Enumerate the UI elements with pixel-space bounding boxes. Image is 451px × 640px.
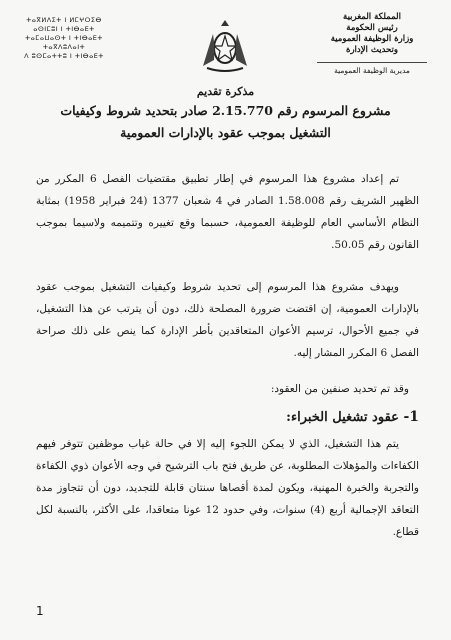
header-line-3: وزارة الوظيفة العمومية	[330, 34, 414, 44]
amazigh-line-3: ⵜⴰⵎⴰⵡⴰⵙⵜ ⵏ ⵜⵏⴱⴰⴹⵜ ⵜⴰⴳⴷⵓⴷⴰⵏⵜ	[25, 34, 103, 51]
amazigh-line-2: ⴰⵙⵏⵎⵓⵏ ⵏ ⵜⵏⴱⴰⴹⵜ	[33, 25, 95, 33]
amazigh-line-1: ⵜⴰⴳⵍⴷⵉⵜ ⵏ ⵍⵎⵖⵔⵉⴱ	[26, 16, 102, 24]
amazigh-line-4: ⴷ ⵓⵙⵎⴰⵜⵜⵓ ⵏ ⵜⵏⴱⴰⴹⵜ	[24, 52, 104, 60]
document-type: مذكرة تقديم	[196, 85, 255, 98]
section-number: 1-	[403, 409, 419, 425]
section-heading	[36, 406, 419, 429]
paragraph-3: يتم هذا التشغيل، الذي لا يمكن اللجوء إليه إلا في حالة غياب موظفين تتوفر فيهم الكفاءات والمؤهلات المطلوبة، عن طريق فتح باب الترشيح في وجه الأعوان ذوي الكفاءة والتجربة والخبرة المهنية، ويكون لمدة أقصاها سنتان قابلة للتجديد، دون أن تتجاوز مدة التعاقد الإجمالية أربع (4) سنوات، وفي حدود 12 عونا متعاقدا، على الأكثر، بالنسبة لكل قطاع.	[36, 438, 419, 538]
header-line-4: وتحديث الإدارة	[345, 45, 398, 55]
directorate-label: مديرية الوظيفة العمومية	[317, 62, 427, 76]
ministry-header	[317, 12, 427, 76]
section-title: عقود تشغيل الخبراء:	[286, 410, 399, 425]
page-number: 1	[36, 604, 44, 618]
document-title-line-1: مشروع المرسوم رقم 2.15.770 صادر بتحديد شروط وكيفيات	[60, 103, 391, 118]
amazigh-header	[18, 16, 110, 61]
title-block	[30, 84, 421, 144]
header-line-1: المملكة المغربية	[343, 12, 401, 22]
header-line-2: رئيس الحكومة	[346, 23, 398, 33]
paragraph-1: تم إعداد مشروع هذا المرسوم في إطار تطبيق مقتضيات الفصل 6 المكرر من الظهير الشريف رقم 1.58.008 الصادر في 4 شعبان 1377 (24 فبراير 1958) بمثابة النظام الأساسي العام للوظيفة العمومية، حسبما وقع تغييره وتتميمه ولاسيما بموجب القانون رقم 50.05.	[36, 173, 420, 251]
document-title-line-2: التشغيل بموجب عقود بالإدارات العمومية	[120, 125, 331, 140]
contract-types-intro: وقد تم تحديد صنفين من العقود:	[270, 383, 409, 395]
paragraph-2: ويهدف مشروع هذا المرسوم إلى تحديد شروط وكيفيات التشغيل بموجب عقود بالإدارات العمومية، إن اقتضت ضرورة المصلحة ذلك، دون أن يترتب عن هذا التشغيل، في جميع الأحوال، ترسيم الأعوان المتعاقدين بأطر الإدارة كما ينص على ذلك صراحة الفصل 6 المكرر المشار إليه.	[36, 281, 419, 359]
coat-of-arms-icon	[199, 16, 251, 74]
document-body	[36, 168, 419, 557]
